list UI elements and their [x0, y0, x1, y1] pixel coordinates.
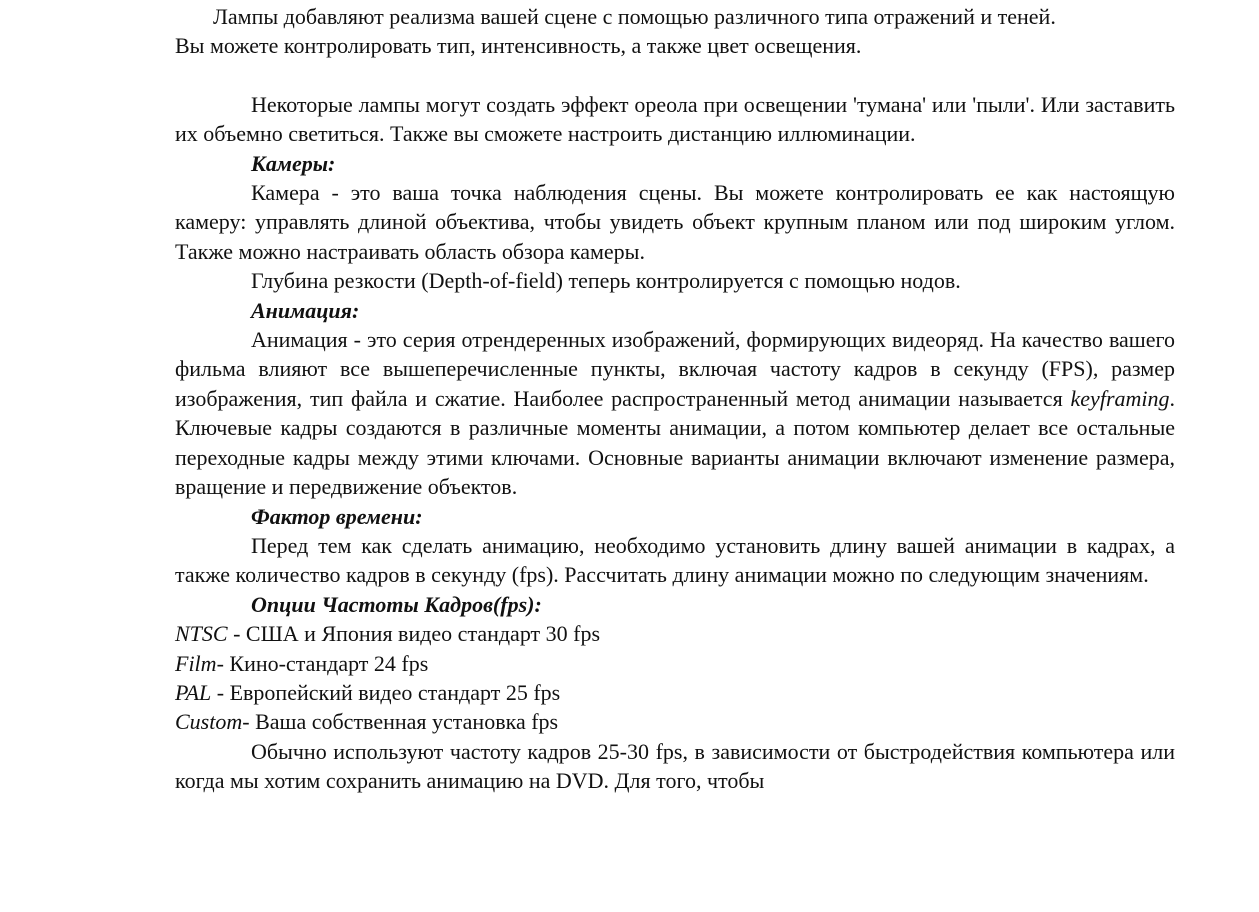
heading-fps-options: Опции Частоты Кадров(fps):	[251, 591, 542, 617]
paragraph-animation	[175, 325, 1175, 501]
heading-time-factor: Фактор времени:	[251, 503, 423, 529]
heading-animation: Анимация:	[251, 297, 360, 323]
fps-option-desc: - Европейский видео стандарт 25 fps	[211, 679, 561, 705]
paragraph-fps-usage: Обычно используют частоту кадров 25-30 fps, в зависимости от быстродействия компьютера или когда мы хотим сохранить анимацию на DVD. Для того, чтобы	[175, 738, 1175, 794]
paragraph-camera: Камера - это ваша точка наблюдения сцены. Вы можете контролировать ее как настоящую камеру: управлять длиной объектива, чтобы увидеть объект крупным планом или под широким углом. Также можно настраивать область обзора камеры.	[175, 180, 1175, 264]
paragraph-halo: Некоторые лампы могут создать эффект ореола при освещении 'тумана' или 'пыли'. Или заставить их объемно светиться. Также вы сможете настроить дистанцию иллюминации.	[175, 91, 1175, 147]
fps-option-custom	[175, 707, 1175, 736]
keyframing-term: keyframing	[1070, 385, 1170, 411]
animation-text-end: . Ключевые кадры создаются в различные моменты анимации, а потом компьютер делает все остальные переходные кадры между этими ключами. Основные варианты анимации включают изменение размера, вращение и передвижение объектов.	[175, 385, 1175, 500]
paragraph-time-factor: Перед тем как сделать анимацию, необходимо установить длину вашей анимации в кадрах, а также количество кадров в секунду (fps). Рассчитать длину анимации можно по следующим значениям.	[175, 532, 1175, 588]
fps-option-desc: - Ваша собственная установка fps	[242, 709, 559, 735]
fps-option-term: NTSC	[175, 621, 228, 647]
fps-option-term: PAL	[175, 679, 212, 705]
animation-text-start: Анимация - это серия отрендеренных изображений, формирующих видеоряд. На качество вашего фильма влияют все вышеперечисленные пункты, включая частоту кадров в секунду (FPS), размер изображения, тип файла и сжатие. Наиболее распространенный метод анимации называется	[175, 327, 1175, 411]
paragraph-lamps-realism: Лампы добавляют реализма вашей сцене с помощью различного типа отражений и теней.	[213, 4, 1056, 29]
heading-cameras: Камеры:	[251, 150, 336, 176]
fps-option-term: Film	[175, 650, 217, 676]
fps-option-desc: - США и Япония видео стандарт 30 fps	[227, 621, 601, 647]
paragraph-gap	[175, 61, 1175, 90]
fps-option-term: Custom	[175, 709, 243, 735]
fps-option-desc: - Кино-стандарт 24 fps	[216, 650, 429, 676]
fps-option-ntsc	[175, 619, 1175, 648]
paragraph-light-control: Вы можете контролировать тип, интенсивность, а также цвет освещения.	[175, 33, 862, 59]
document-body	[175, 2, 1175, 796]
paragraph-depth-of-field: Глубина резкости (Depth-of-field) теперь контролируется с помощью нодов.	[251, 268, 961, 294]
fps-option-pal	[175, 678, 1175, 707]
fps-option-film	[175, 649, 1175, 678]
